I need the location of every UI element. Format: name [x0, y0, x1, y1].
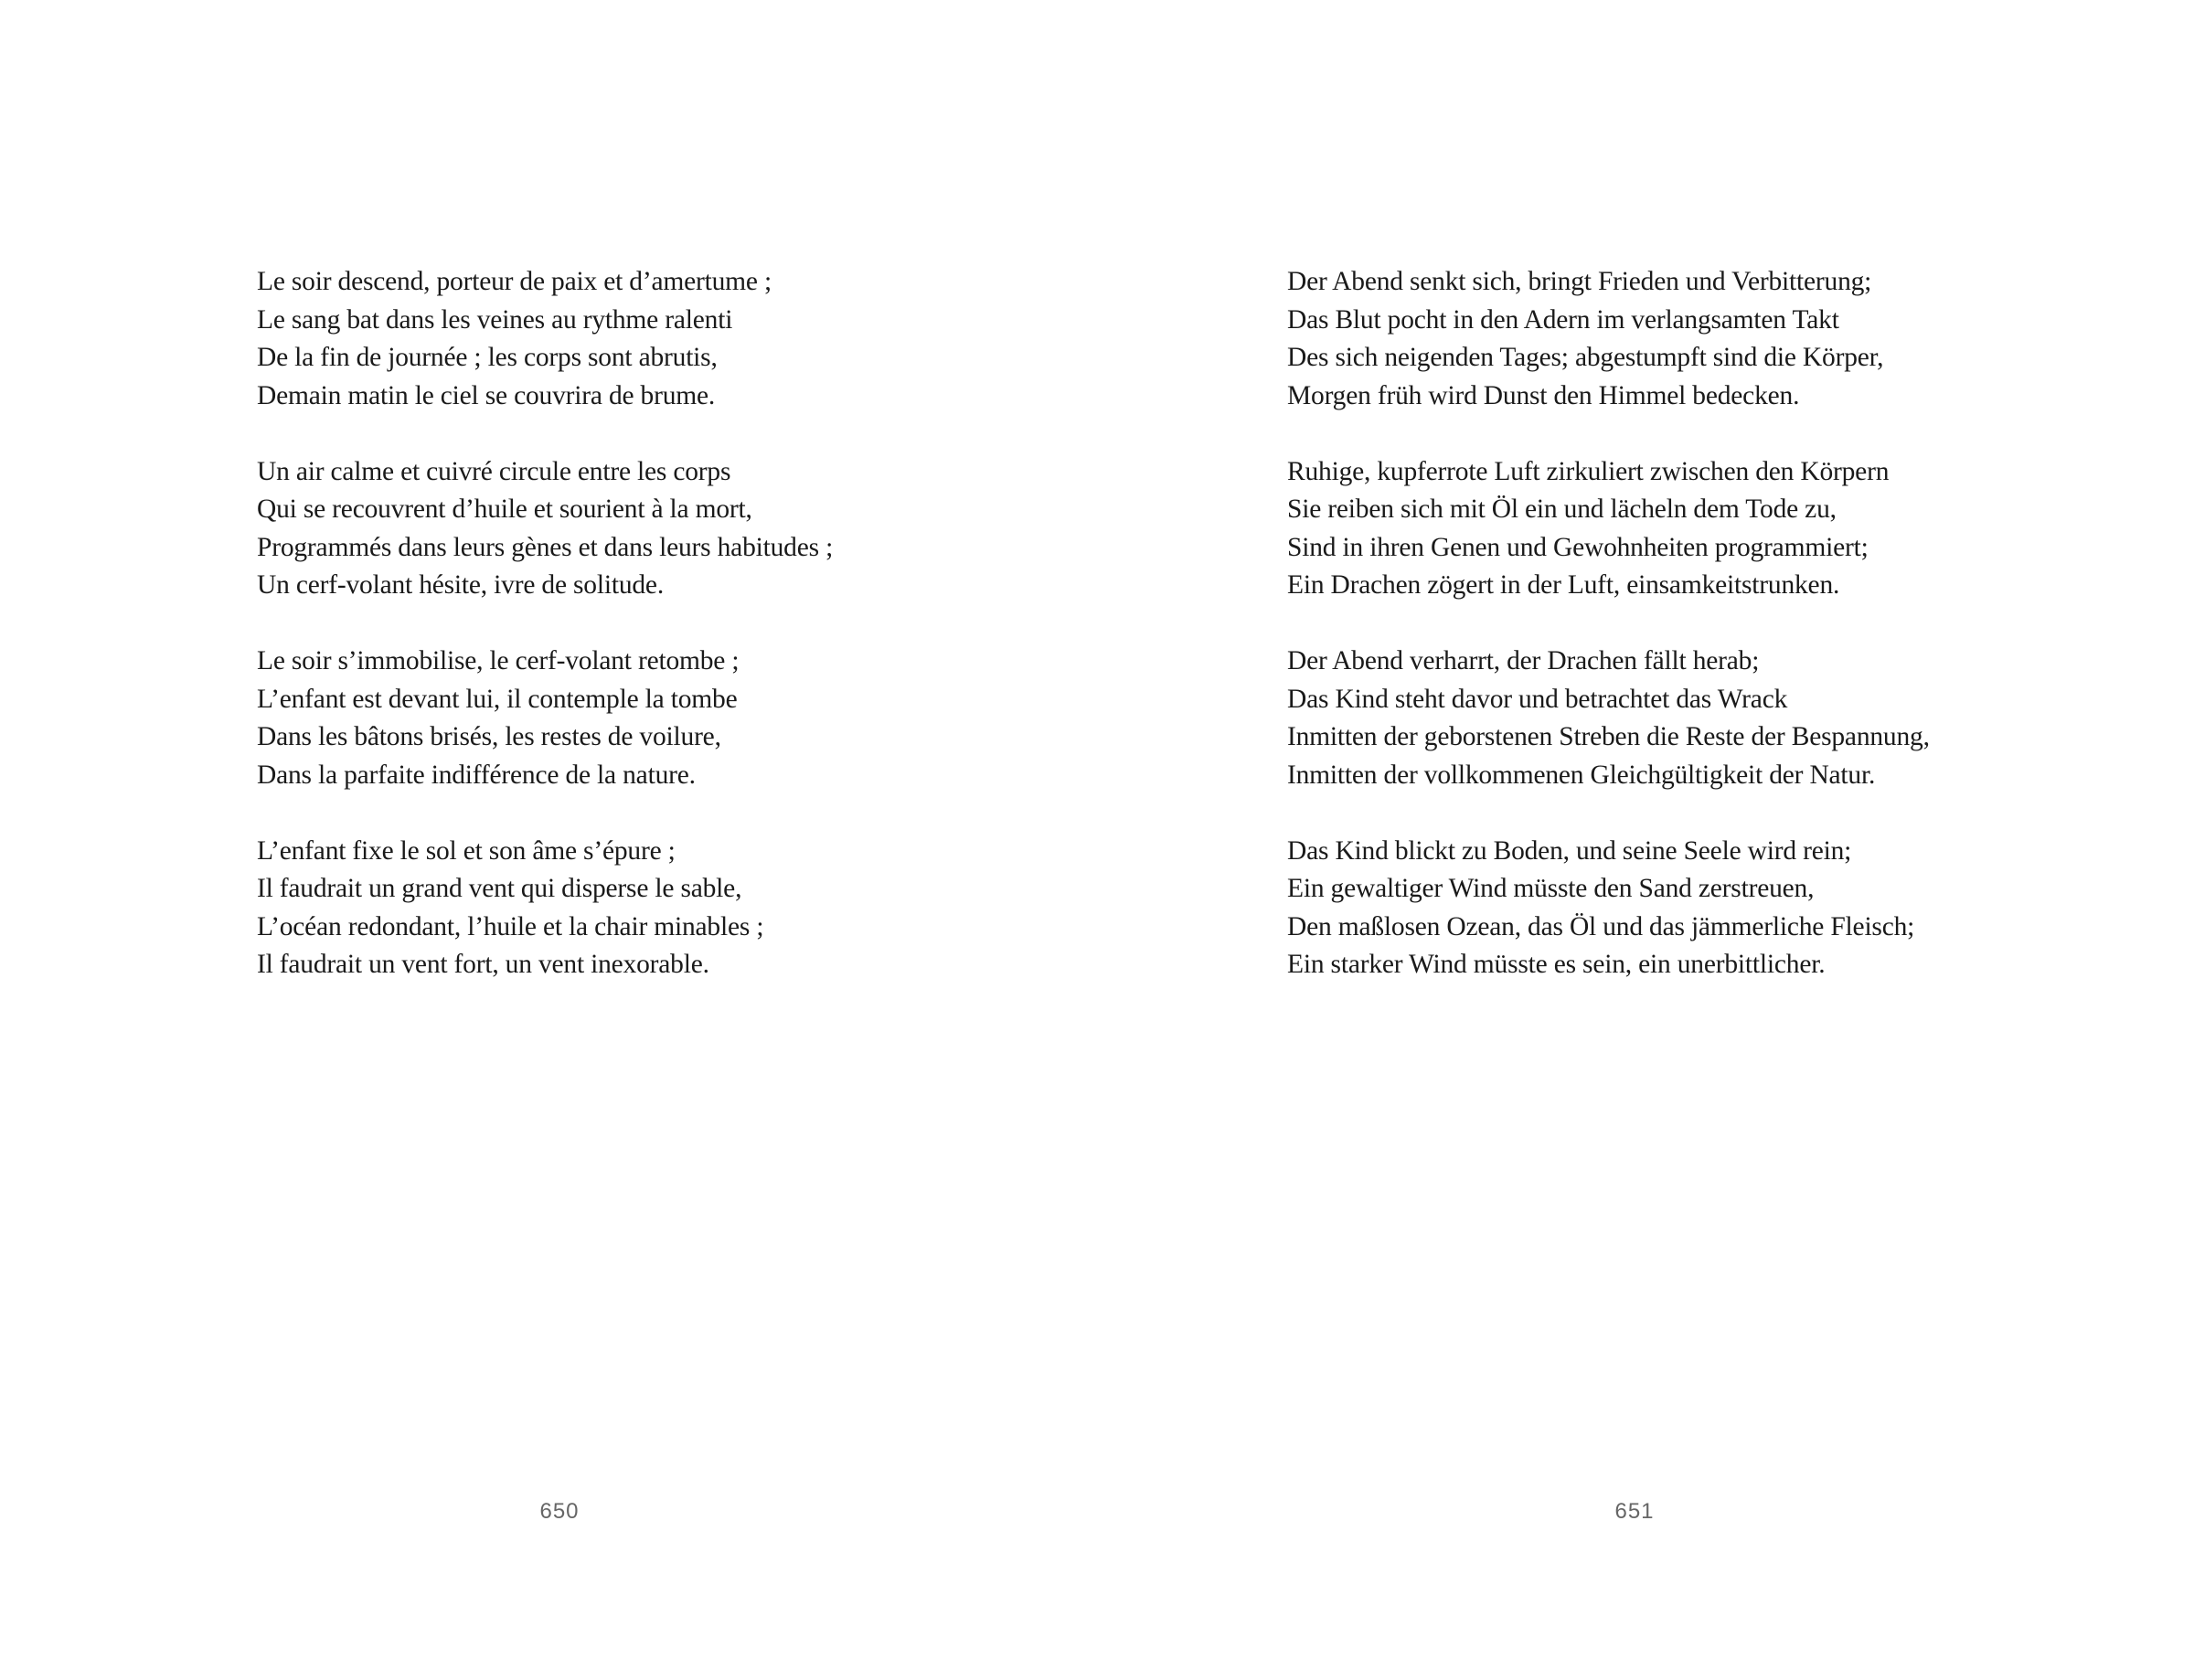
verse-line: Un cerf-volant hésite, ivre de solitude. — [257, 570, 665, 600]
verse-line: Ein Drachen zögert in der Luft, einsamkeitstrunken. — [1287, 570, 1840, 600]
stanza — [1287, 643, 1930, 794]
verse-line: Morgen früh wird Dunst den Himmel bedecken. — [1287, 380, 1800, 410]
verse-line: Dans la parfaite indifférence de la nature. — [257, 760, 696, 790]
verse-line: Sie reiben sich mit Öl ein und lächeln dem Tode zu, — [1287, 494, 1837, 524]
verse-line: Das Blut pocht in den Adern im verlangsamten Takt — [1287, 304, 1839, 335]
verse-line: Un air calme et cuivré circule entre les corps — [257, 456, 731, 486]
verse-line: Le sang bat dans les veines au rythme ralenti — [257, 304, 733, 335]
german-poem — [1287, 263, 1930, 1022]
stanza — [257, 453, 833, 605]
right-page — [1097, 0, 2194, 1680]
verse-line: Programmés dans leurs gènes et dans leurs habitudes ; — [257, 532, 834, 562]
verse-line: Ruhige, kupferrote Luft zirkuliert zwischen den Körpern — [1287, 456, 1890, 486]
verse-line: Dans les bâtons brisés, les restes de voilure, — [257, 722, 721, 751]
stanza — [257, 263, 833, 415]
verse-line: Inmitten der geborstenen Streben die Reste der Bespannung, — [1287, 722, 1930, 751]
stanza — [1287, 263, 1930, 415]
verse-line: Qui se recouvrent d’huile et sourient à la mort, — [257, 494, 752, 524]
page-number: 650 — [539, 1499, 580, 1524]
verse-line: Demain matin le ciel se couvrira de brume. — [257, 380, 716, 410]
verse-line: Der Abend senkt sich, bringt Frieden und Verbitterung; — [1287, 267, 1872, 296]
stanza — [1287, 833, 1930, 984]
stanza — [257, 643, 833, 794]
verse-line: Den maßlosen Ozean, das Öl und das jämmerliche Fleisch; — [1287, 911, 1915, 941]
verse-line: Des sich neigenden Tages; abgestumpft sind die Körper, — [1287, 343, 1884, 372]
verse-line: Le soir descend, porteur de paix et d’amertume ; — [257, 267, 772, 296]
verse-line: Das Kind blickt zu Boden, und seine Seele wird rein; — [1287, 835, 1852, 866]
verse-line: L’enfant fixe le sol et son âme s’épure ; — [257, 835, 676, 866]
verse-line: L’enfant est devant lui, il contemple la tombe — [257, 684, 738, 714]
verse-line: Ein gewaltiger Wind müsste den Sand zerstreuen, — [1287, 874, 1815, 903]
verse-line: De la fin de journée ; les corps sont abrutis, — [257, 343, 718, 372]
verse-line: Sind in ihren Genen und Gewohnheiten programmiert; — [1287, 532, 1869, 562]
verse-line: Le soir s’immobilise, le cerf-volant retombe ; — [257, 646, 740, 675]
verse-line: Inmitten der vollkommenen Gleichgültigkeit der Natur. — [1287, 760, 1876, 790]
verse-line: Das Kind steht davor und betrachtet das Wrack — [1287, 684, 1788, 714]
french-poem — [257, 263, 833, 1022]
verse-line: Il faudrait un vent fort, un vent inexorable. — [257, 950, 709, 979]
stanza — [1287, 453, 1930, 605]
page-number: 651 — [1614, 1499, 1655, 1524]
verse-line: L’océan redondant, l’huile et la chair minables ; — [257, 911, 764, 941]
verse-line: Il faudrait un grand vent qui disperse le sable, — [257, 874, 742, 903]
verse-line: Ein starker Wind müsste es sein, ein unerbittlicher. — [1287, 950, 1826, 979]
verse-line: Der Abend verharrt, der Drachen fällt herab; — [1287, 646, 1760, 675]
stanza — [257, 833, 833, 984]
